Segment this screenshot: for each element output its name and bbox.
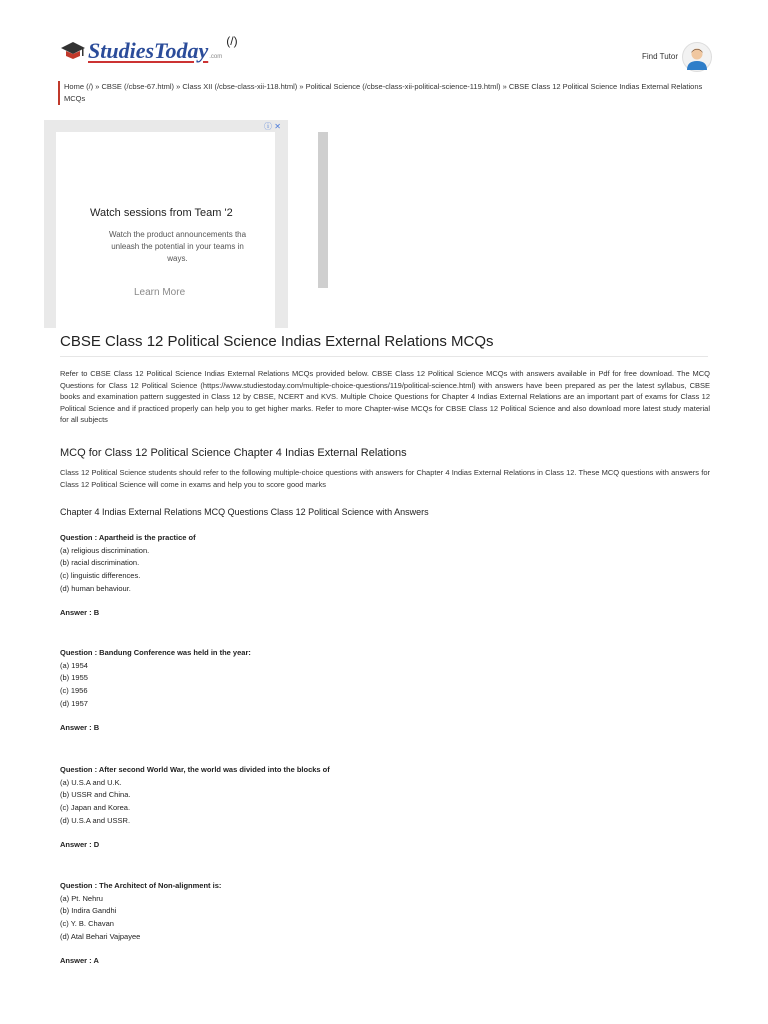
option-b: (b) USSR and China. [60,790,131,800]
question-text: Question : Apartheid is the practice of [60,533,196,542]
option-a: (a) 1954 [60,660,88,670]
question-text: Question : Bandung Conference was held in the year: [60,648,251,657]
ad-title: Watch sessions from Team '2 [90,207,233,219]
page-title: CBSE Class 12 Political Science Indias External Relations MCQs [60,333,494,350]
answer-text: Answer : B [60,607,100,617]
advertisement[interactable] [44,120,288,328]
logo-link-text[interactable]: (/) [226,34,238,48]
title-divider [60,356,708,357]
option-c: (c) Japan and Korea. [60,803,131,813]
user-icon [683,43,711,71]
ad-close-icon[interactable]: ⓘ ✕ [264,122,281,131]
site-logo[interactable] [60,34,238,63]
option-a: (a) U.S.A and U.K. [60,777,122,787]
option-d: (d) human behaviour. [60,583,131,593]
logo-text: StudiesToday [88,38,209,63]
question-block [60,764,330,851]
question-block [60,532,196,619]
option-d: (d) U.S.A and USSR. [60,815,131,825]
logo-domain: .com [209,54,223,60]
question-text: Question : The Architect of Non-alignment is: [60,881,222,890]
option-d: (d) 1957 [60,698,88,708]
section-paragraph: Class 12 Political Science students should refer to the following multiple-choice questions with answers for Chapter 4 Indias External Relations in Class 12. These MCQ questions with answers for Class 12 Political Science will come in exams and help you to score good marks [60,468,710,489]
question-block [60,880,221,967]
ad-card[interactable] [56,132,275,328]
intro-paragraph: Refer to CBSE Class 12 Political Science Indias External Relations MCQs provided below. CBSE Class 12 Political Science MCQs with answers available in Pdf for free download. The MCQ Questions for Class 12 Political Science (https://www.studiestoday.com/multiple-choice-questions/119/political-science.html) with answers have been prepared as per the latest syllabus, CBSE books and examination pattern suggested in Class 12 by CBSE, NCERT and KVS. Multiple Choice Questions for Chapter 4 Indias External Relations are an important part of exams for Class 12 Political Science and if practiced properly can help you to get higher marks. Refer to more Chapter-wise MCQs for CBSE Class 12 Political Science and also download more latest study material for all subjects [60,369,710,424]
answer-text: Answer : D [60,839,100,849]
questions-subheading: Chapter 4 Indias External Relations MCQ Questions Class 12 Political Science with Answers [60,507,429,517]
answer-text: Answer : A [60,955,99,965]
question-block [60,647,251,734]
option-c: (c) Y. B. Chavan [60,919,114,929]
breadcrumb[interactable]: Home (/) » CBSE (/cbse-67.html) » Class XII (/cbse-class-xii-118.html) » Political Science (/cbse-class-xii-political-science-119.html) » CBSE Class 12 Political Science Indias External Relations MCQs [58,81,714,105]
ad-body: Watch the product announcements tha unleash the potential in your teams in ways. [108,230,247,263]
option-c: (c) linguistic differences. [60,571,141,581]
option-b: (b) racial discrimination. [60,558,140,568]
option-b: (b) 1955 [60,673,88,683]
option-c: (c) 1956 [60,686,88,696]
option-b: (b) Indira Gandhi [60,906,117,916]
option-a: (a) Pt. Nehru [60,893,103,903]
section-heading: MCQ for Class 12 Political Science Chapter 4 Indias External Relations [60,447,407,459]
ad-scrollbar[interactable] [318,132,328,288]
option-d: (d) Atal Behari Vajpayee [60,931,141,941]
option-a: (a) religious discrimination. [60,545,150,555]
ad-learn-more-button[interactable]: Learn More [134,287,186,298]
graduation-cap-icon [60,40,86,62]
find-tutor-link[interactable]: Find Tutor [641,52,678,61]
question-text: Question : After second World War, the world was divided into the blocks of [60,765,330,774]
answer-text: Answer : B [60,722,100,732]
user-avatar[interactable] [682,42,712,72]
